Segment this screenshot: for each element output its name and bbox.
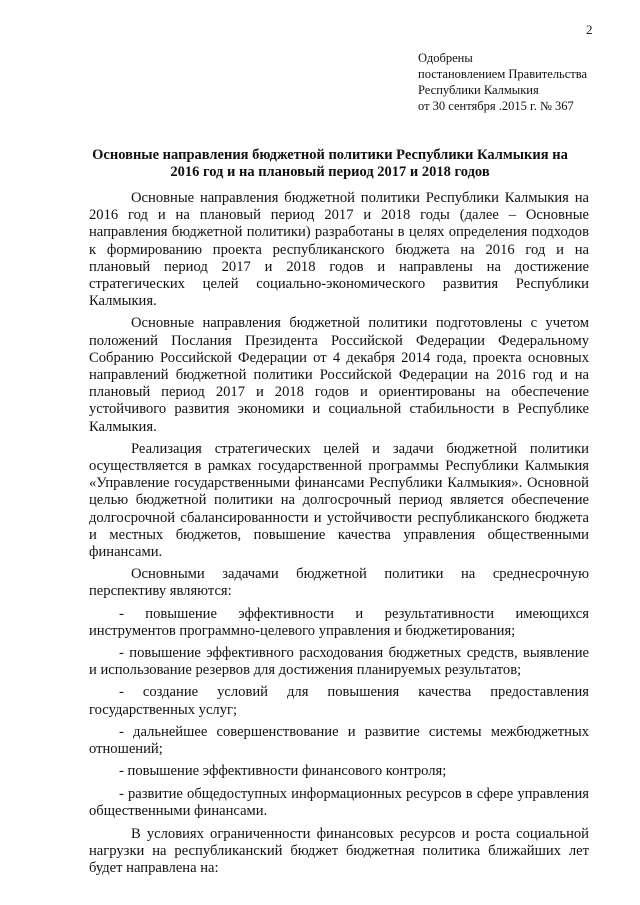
paragraph: Реализация стратегических целей и задачи бюджетной политики осуществляется в рамках государственной программы Республики Калмыкия «Управление государственными финансами Республики Калмыкия». Основной целью бюджетной политики на долгосрочный период является обеспечение долгосрочной сбалансированности и устойчивости республиканского бюджета и местных бюджетов, повышение качества управления общественными финансами.	[89, 440, 589, 561]
list-item: - повышение эффективности финансового контроля;	[119, 763, 447, 780]
approval-line: Республики Калмыкия	[418, 83, 539, 97]
title-line: 2016 год и на плановый период 2017 и 2018 годов	[170, 164, 490, 180]
paragraph: Основные направления бюджетной политики подготовлены с учетом положений Послания Президента Российской Федерации Федеральному Собранию Российской Федерации от 4 декабря 2014 года, проекта основных направлений бюджетной политики Российской Федерации на 2016 год и на плановый период 2017 и 2018 годов и ориентированы на обеспечение устойчивого развития экономики и социальной стабильности в Республике Калмыкия.	[89, 315, 589, 435]
document-body	[89, 190, 589, 883]
list-item: - дальнейшее совершенствование и развитие системы межбюджетных отношений;	[89, 723, 589, 758]
list-item: - создание условий для повышения качества предоставления государственных услуг;	[89, 684, 589, 718]
list-item: - развитие общедоступных информационных ресурсов в сфере управления общественными финансами.	[89, 785, 589, 819]
approval-line: от 30 сентября .2015 г. № 367	[418, 99, 574, 113]
page-number: 2	[586, 22, 593, 37]
paragraph: В условиях ограниченности финансовых ресурсов и роста социальной нагрузки на республиканский бюджет бюджетная политика ближайших лет будет направлена на:	[89, 825, 589, 877]
approval-line: Одобрены	[418, 51, 473, 65]
document-title	[60, 147, 600, 181]
title-line: Основные направления бюджетной политики Республики Калмыкия на	[92, 147, 568, 163]
approval-stamp	[418, 50, 587, 114]
approval-line: постановлением Правительства	[418, 67, 588, 81]
list-item: - повышение эффективного расходования бюджетных средств, выявление и использование резервов для достижения планируемых результатов;	[89, 645, 589, 679]
paragraph: Основными задачами бюджетной политики на среднесрочную перспективу являются:	[89, 566, 589, 600]
list-item: - повышение эффективности и результативности имеющихся инструментов программно-целевого управления и бюджетирования;	[89, 605, 589, 639]
paragraph: Основные направления бюджетной политики Республики Калмыкия на 2016 год и на плановый период 2017 и 2018 годы (далее – Основные направления бюджетной политики) разработаны в целях определения подходов к формированию проекта республиканского бюджета на 2016 год и на плановый период 2017 и 2018 годов и направлены на достижение стратегических целей социально-экономического развития Республики Калмыкия.	[89, 190, 589, 310]
